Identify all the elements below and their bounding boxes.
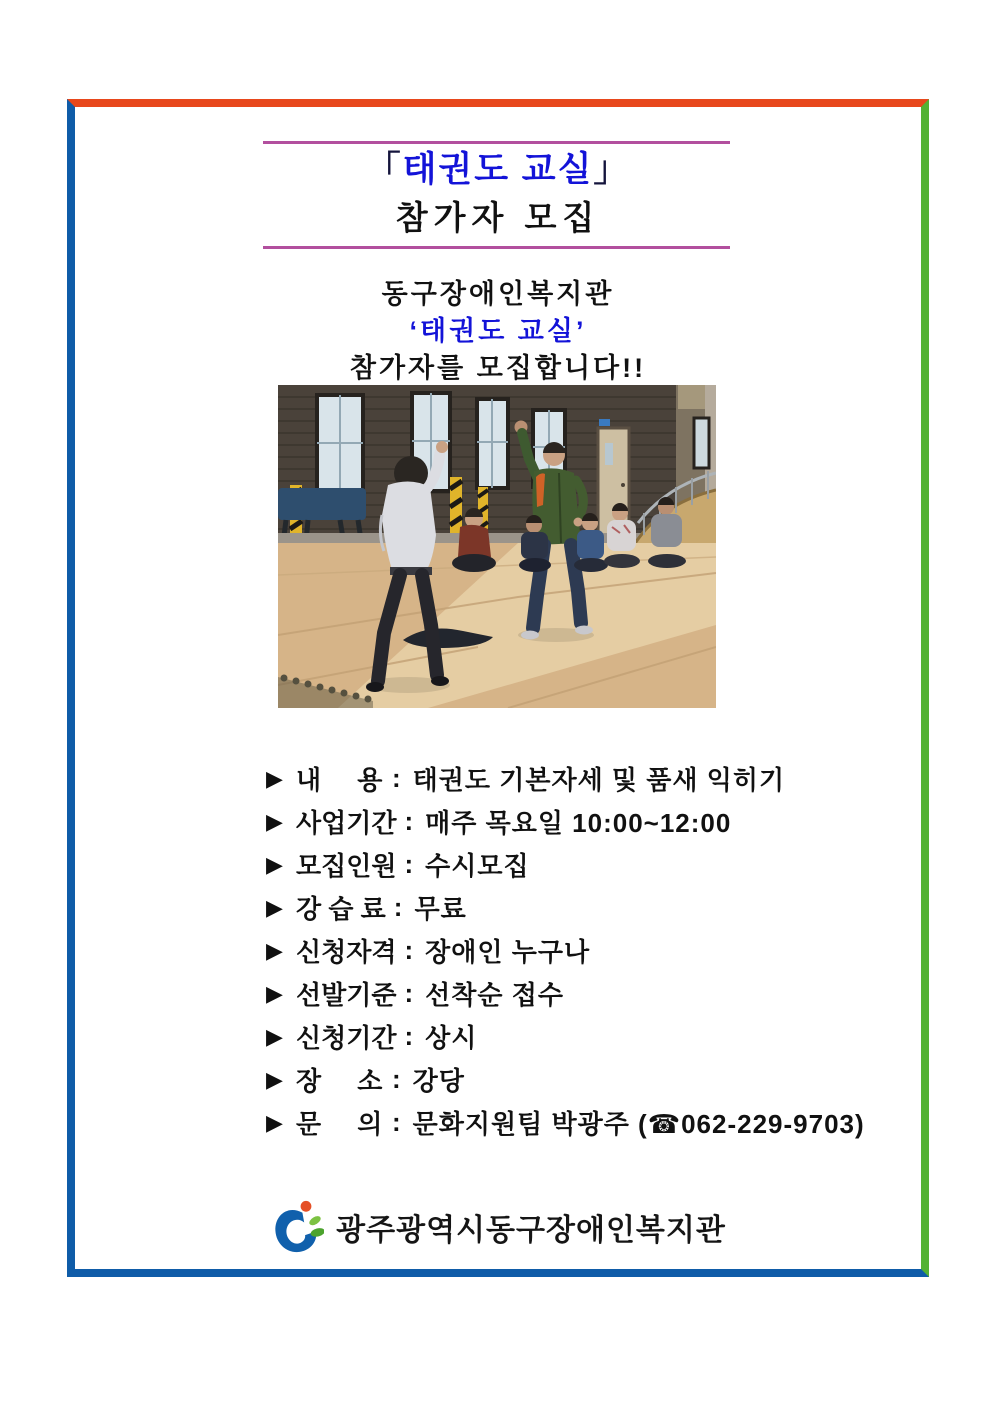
detail-value: 수시모집 bbox=[425, 851, 530, 881]
detail-label: 장 소 bbox=[296, 1066, 383, 1096]
detail-row bbox=[266, 929, 865, 972]
triangle-bullet-icon: ▶ bbox=[266, 765, 283, 791]
detail-row bbox=[266, 886, 865, 929]
detail-separator: : bbox=[404, 806, 414, 836]
detail-label: 내 용 bbox=[296, 765, 383, 795]
intro-recruit-text: 참가자를 모집합니다!! bbox=[349, 353, 647, 383]
org-name: 광주광역시동구장애인복지관 bbox=[336, 1214, 726, 1247]
taekwondo-class-photo bbox=[278, 385, 716, 708]
detail-separator: : bbox=[404, 935, 414, 965]
photo-wood-floor bbox=[278, 543, 716, 708]
detail-row bbox=[266, 800, 865, 843]
triangle-bullet-icon: ▶ bbox=[266, 1066, 283, 1092]
detail-value: 강당 bbox=[412, 1066, 465, 1096]
detail-value: 문화지원팀 박광주 (☎062-229-9703) bbox=[412, 1109, 865, 1139]
detail-row bbox=[266, 843, 865, 886]
detail-separator: : bbox=[404, 978, 414, 1008]
title-text: 태권도 교실 bbox=[402, 150, 594, 189]
detail-value: 장애인 누구나 bbox=[425, 937, 591, 967]
detail-label: 선발기준 bbox=[296, 980, 397, 1010]
detail-row bbox=[266, 972, 865, 1015]
detail-value: 매주 목요일 10:00~12:00 bbox=[425, 808, 732, 838]
triangle-bullet-icon: ▶ bbox=[266, 894, 283, 920]
triangle-bullet-icon: ▶ bbox=[266, 808, 283, 834]
page-title bbox=[75, 148, 921, 192]
detail-value: 무료 bbox=[414, 894, 467, 924]
detail-separator: : bbox=[404, 1021, 414, 1051]
page-subtitle: 참가자 모집 bbox=[395, 199, 601, 236]
triangle-bullet-icon: ▶ bbox=[266, 851, 283, 877]
detail-label: 신청자격 bbox=[296, 937, 397, 967]
org-logo-icon bbox=[270, 1198, 324, 1256]
detail-label: 문 의 bbox=[296, 1109, 383, 1139]
title-divider-bottom bbox=[263, 246, 730, 249]
detail-separator: : bbox=[404, 849, 414, 879]
detail-label: 모집인원 bbox=[296, 851, 397, 881]
footer-logo-block bbox=[67, 1198, 929, 1256]
intro-class-name: ‘태권도 교실’ bbox=[409, 316, 587, 346]
detail-row bbox=[266, 1101, 865, 1144]
triangle-bullet-icon: ▶ bbox=[266, 980, 283, 1006]
title-divider-top bbox=[263, 141, 730, 144]
detail-row bbox=[266, 1058, 865, 1101]
detail-label: 신청기간 bbox=[296, 1023, 397, 1053]
intro-org-name: 동구장애인복지관 bbox=[381, 279, 615, 309]
detail-separator: : bbox=[392, 763, 401, 793]
detail-separator: : bbox=[393, 892, 403, 922]
detail-value: 상시 bbox=[425, 1023, 478, 1053]
detail-separator: : bbox=[392, 1107, 401, 1137]
detail-separator: : bbox=[392, 1064, 401, 1094]
detail-value: 선착순 접수 bbox=[425, 980, 564, 1010]
detail-label: 사업기간 bbox=[296, 808, 397, 838]
triangle-bullet-icon: ▶ bbox=[266, 1109, 283, 1135]
triangle-bullet-icon: ▶ bbox=[266, 937, 283, 963]
detail-label: 강 습 료 bbox=[296, 894, 386, 924]
details-list bbox=[266, 757, 865, 1144]
title-bracket-open: 「 bbox=[365, 150, 403, 189]
detail-row bbox=[266, 757, 865, 800]
triangle-bullet-icon: ▶ bbox=[266, 1023, 283, 1049]
detail-value: 태권도 기본자세 및 품새 익히기 bbox=[412, 765, 786, 795]
detail-row bbox=[266, 1015, 865, 1058]
title-bracket-close: 」 bbox=[593, 150, 631, 189]
